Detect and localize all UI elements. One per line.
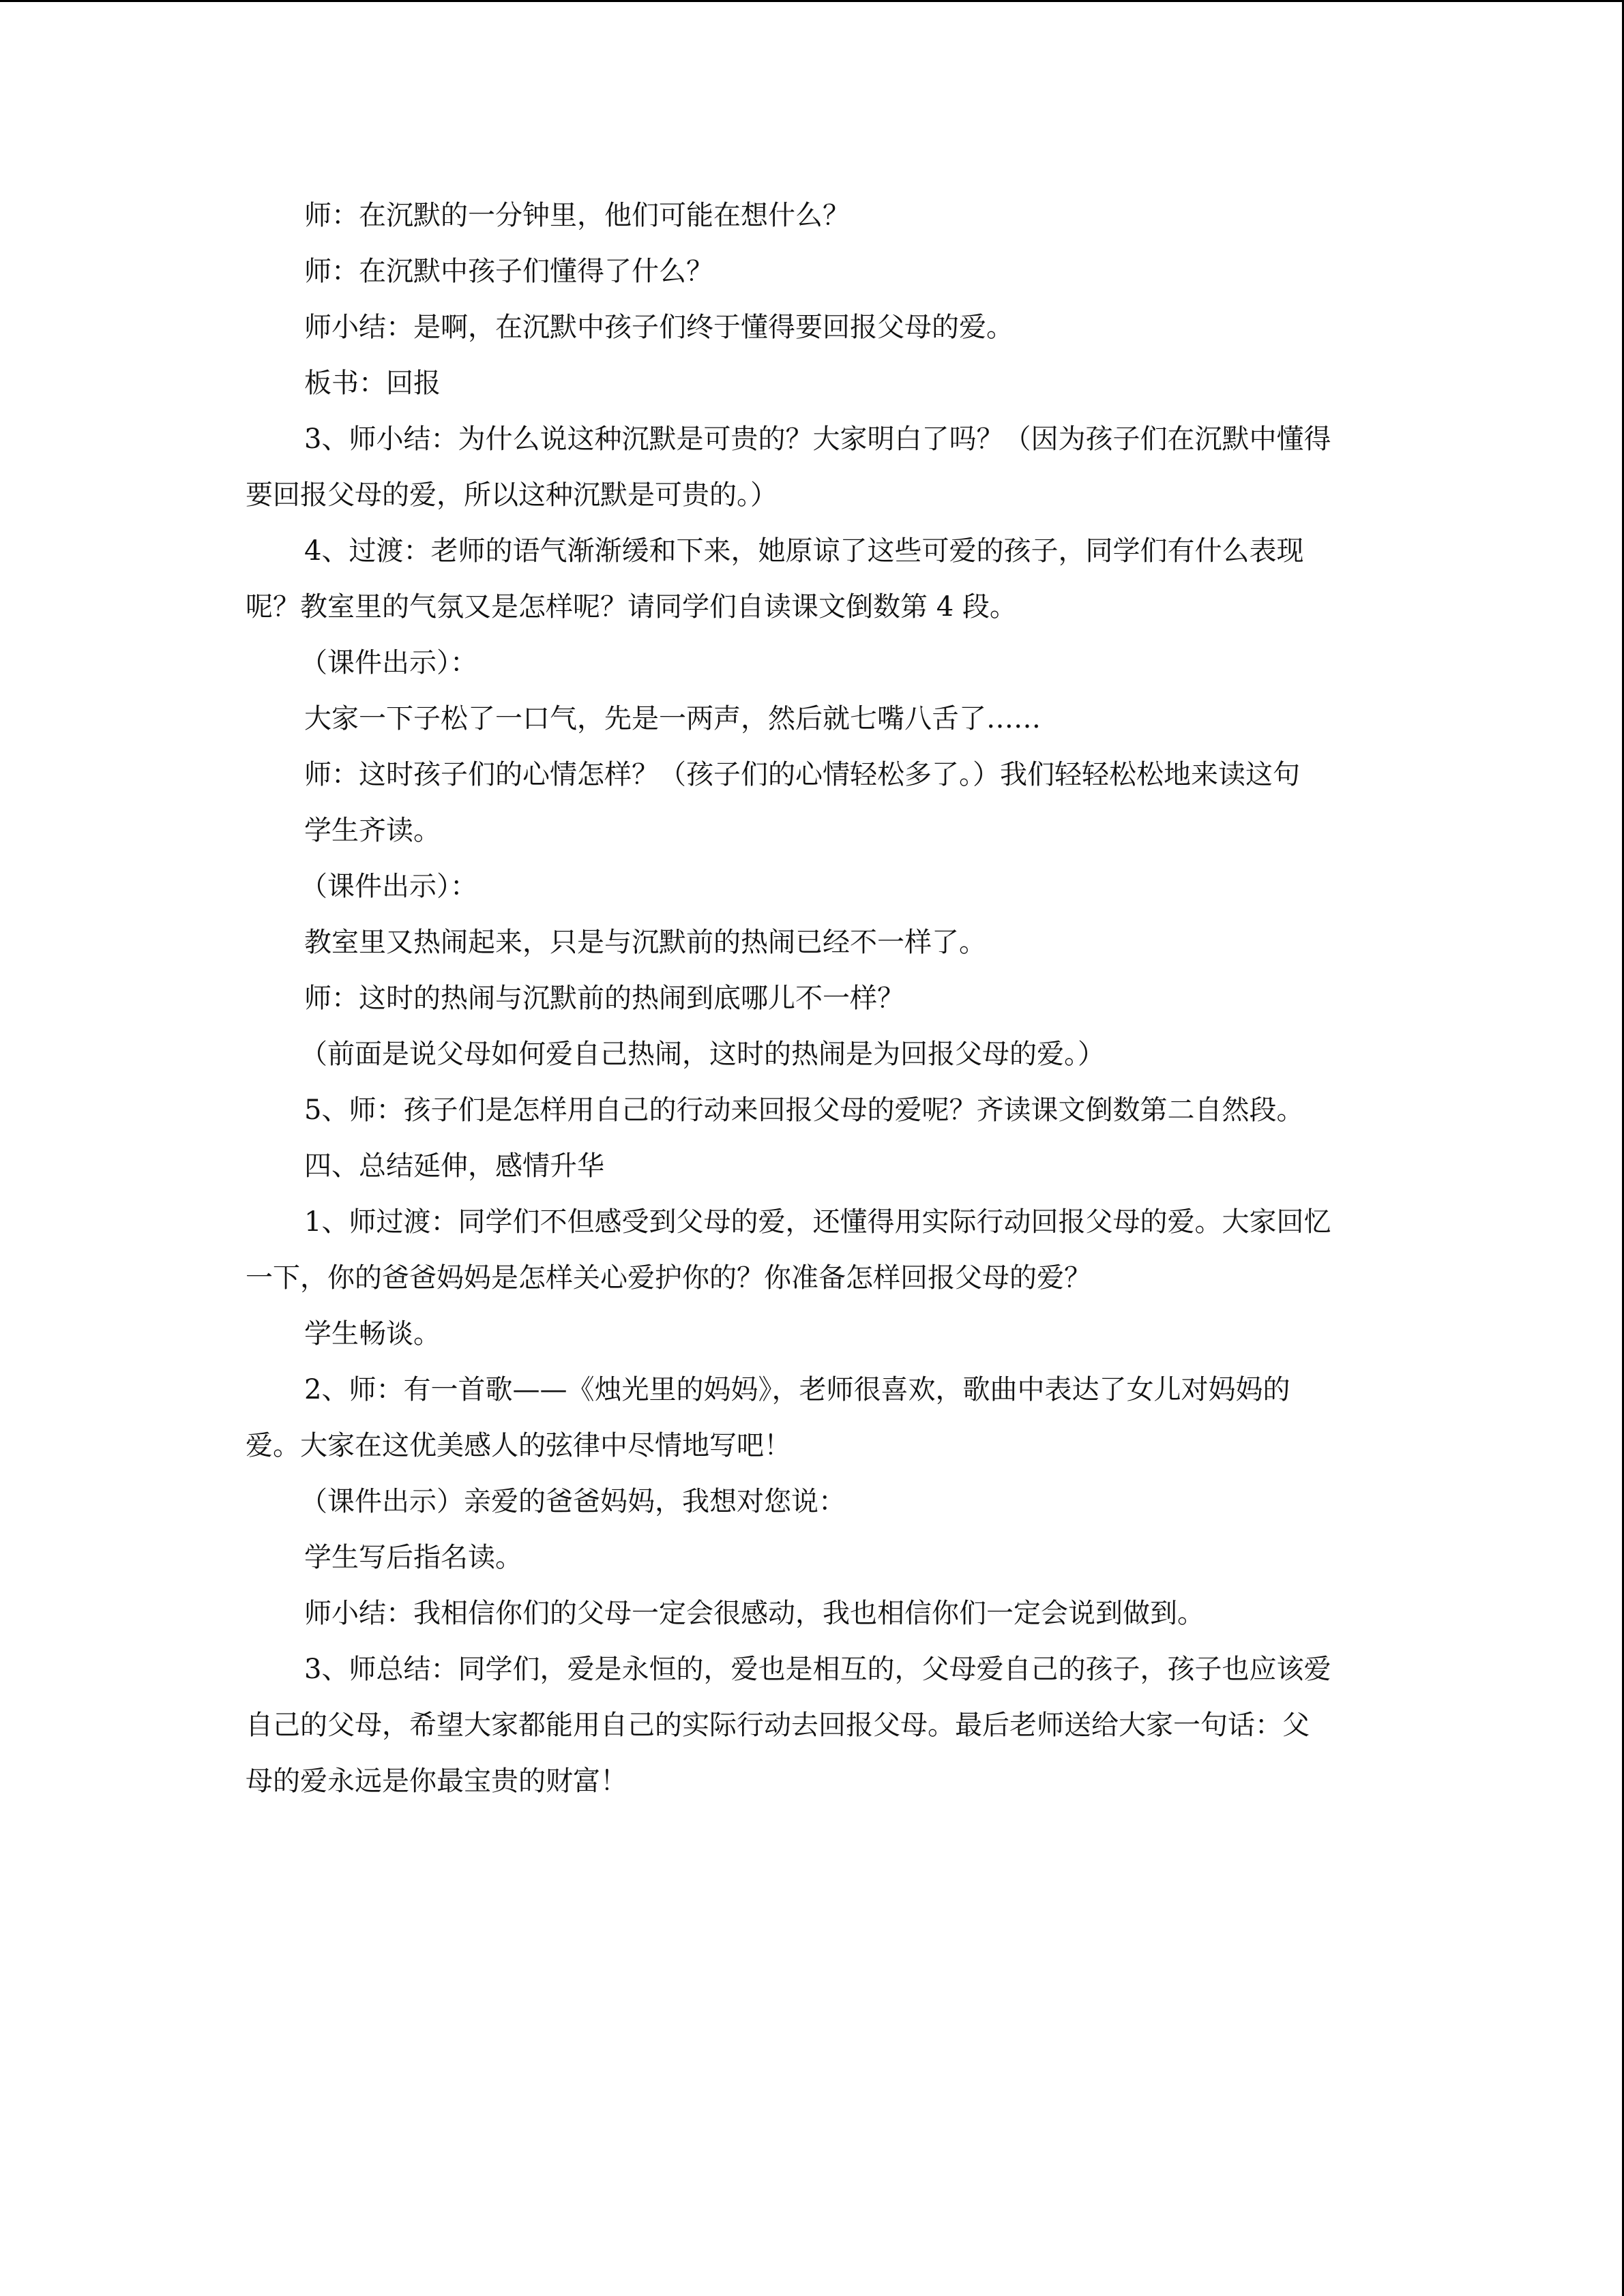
text-line: 教室里又热闹起来，只是与沉默前的热闹已经不一样了。 xyxy=(304,927,986,958)
text-line: 师小结：我相信你们的父母一定会很感动，我也相信你们一定会说到做到。 xyxy=(304,1598,1205,1629)
text-line: 要回报父母的爱，所以这种沉默是可贵的。） xyxy=(246,479,778,511)
text-line: 学生齐读。 xyxy=(304,815,441,846)
text-line: 师：在沉默中孩子们懂得了什么？ xyxy=(304,256,713,287)
text-line: 呢？教室里的气氛又是怎样呢？请同学们自读课文倒数第 4 段。 xyxy=(246,591,1017,623)
text-line: 师：这时孩子们的心情怎样？（孩子们的心情轻松多了。）我们轻轻松松地来读这句 xyxy=(304,759,1300,790)
text-line: 2、师：有一首歌——《烛光里的妈妈》，老师很喜欢，歌曲中表达了女儿对妈妈的 xyxy=(304,1374,1290,1405)
text-line: 自己的父母，希望大家都能用自己的实际行动去回报父母。最后老师送给大家一句话：父 xyxy=(246,1710,1310,1741)
text-line: （课件出示）： xyxy=(300,647,477,679)
text-line: （前面是说父母如何爱自己热闹，这时的热闹是为回报父母的爱。） xyxy=(300,1039,1105,1070)
text-line: 4、过渡：老师的语气渐渐缓和下来，她原谅了这些可爱的孩子，同学们有什么表现 xyxy=(304,535,1304,567)
text-line: 学生写后指名读。 xyxy=(304,1542,522,1573)
text-line: 爱。大家在这优美感人的弦律中尽情地写吧！ xyxy=(246,1430,791,1461)
section-heading: 四、总结延伸，感情升华 xyxy=(304,1150,604,1182)
text-line: 板书：回报 xyxy=(304,368,441,399)
document-body xyxy=(246,188,1378,1809)
text-line: 师：这时的热闹与沉默前的热闹到底哪儿不一样？ xyxy=(304,983,904,1014)
text-line: 学生畅谈。 xyxy=(304,1318,441,1350)
text-line: 大家一下子松了一口气，先是一两声，然后就七嘴八舌了…… xyxy=(304,703,1041,734)
text-line: 1、师过渡：同学们不但感受到父母的爱，还懂得用实际行动回报父母的爱。大家回忆 xyxy=(304,1206,1331,1238)
text-line: 3、师小结：为什么说这种沉默是可贵的？大家明白了吗？（因为孩子们在沉默中懂得 xyxy=(304,423,1331,455)
text-line: 师：在沉默的一分钟里，他们可能在想什么？ xyxy=(304,200,850,231)
text-line: （课件出示）： xyxy=(300,871,477,902)
text-line: （课件出示）亲爱的爸爸妈妈，我想对您说： xyxy=(300,1486,846,1517)
text-line: 师小结：是啊，在沉默中孩子们终于懂得要回报父母的爱。 xyxy=(304,312,1014,343)
text-line: 5、师：孩子们是怎样用自己的行动来回报父母的爱呢？齐读课文倒数第二自然段。 xyxy=(304,1094,1304,1126)
text-line: 母的爱永远是你最宝贵的财富！ xyxy=(246,1765,628,1797)
text-line: 一下，你的爸爸妈妈是怎样关心爱护你的？你准备怎样回报父母的爱？ xyxy=(246,1262,1091,1294)
text-line: 3、师总结：同学们，爱是永恒的，爱也是相互的，父母爱自己的孩子，孩子也应该爱 xyxy=(304,1654,1331,1685)
